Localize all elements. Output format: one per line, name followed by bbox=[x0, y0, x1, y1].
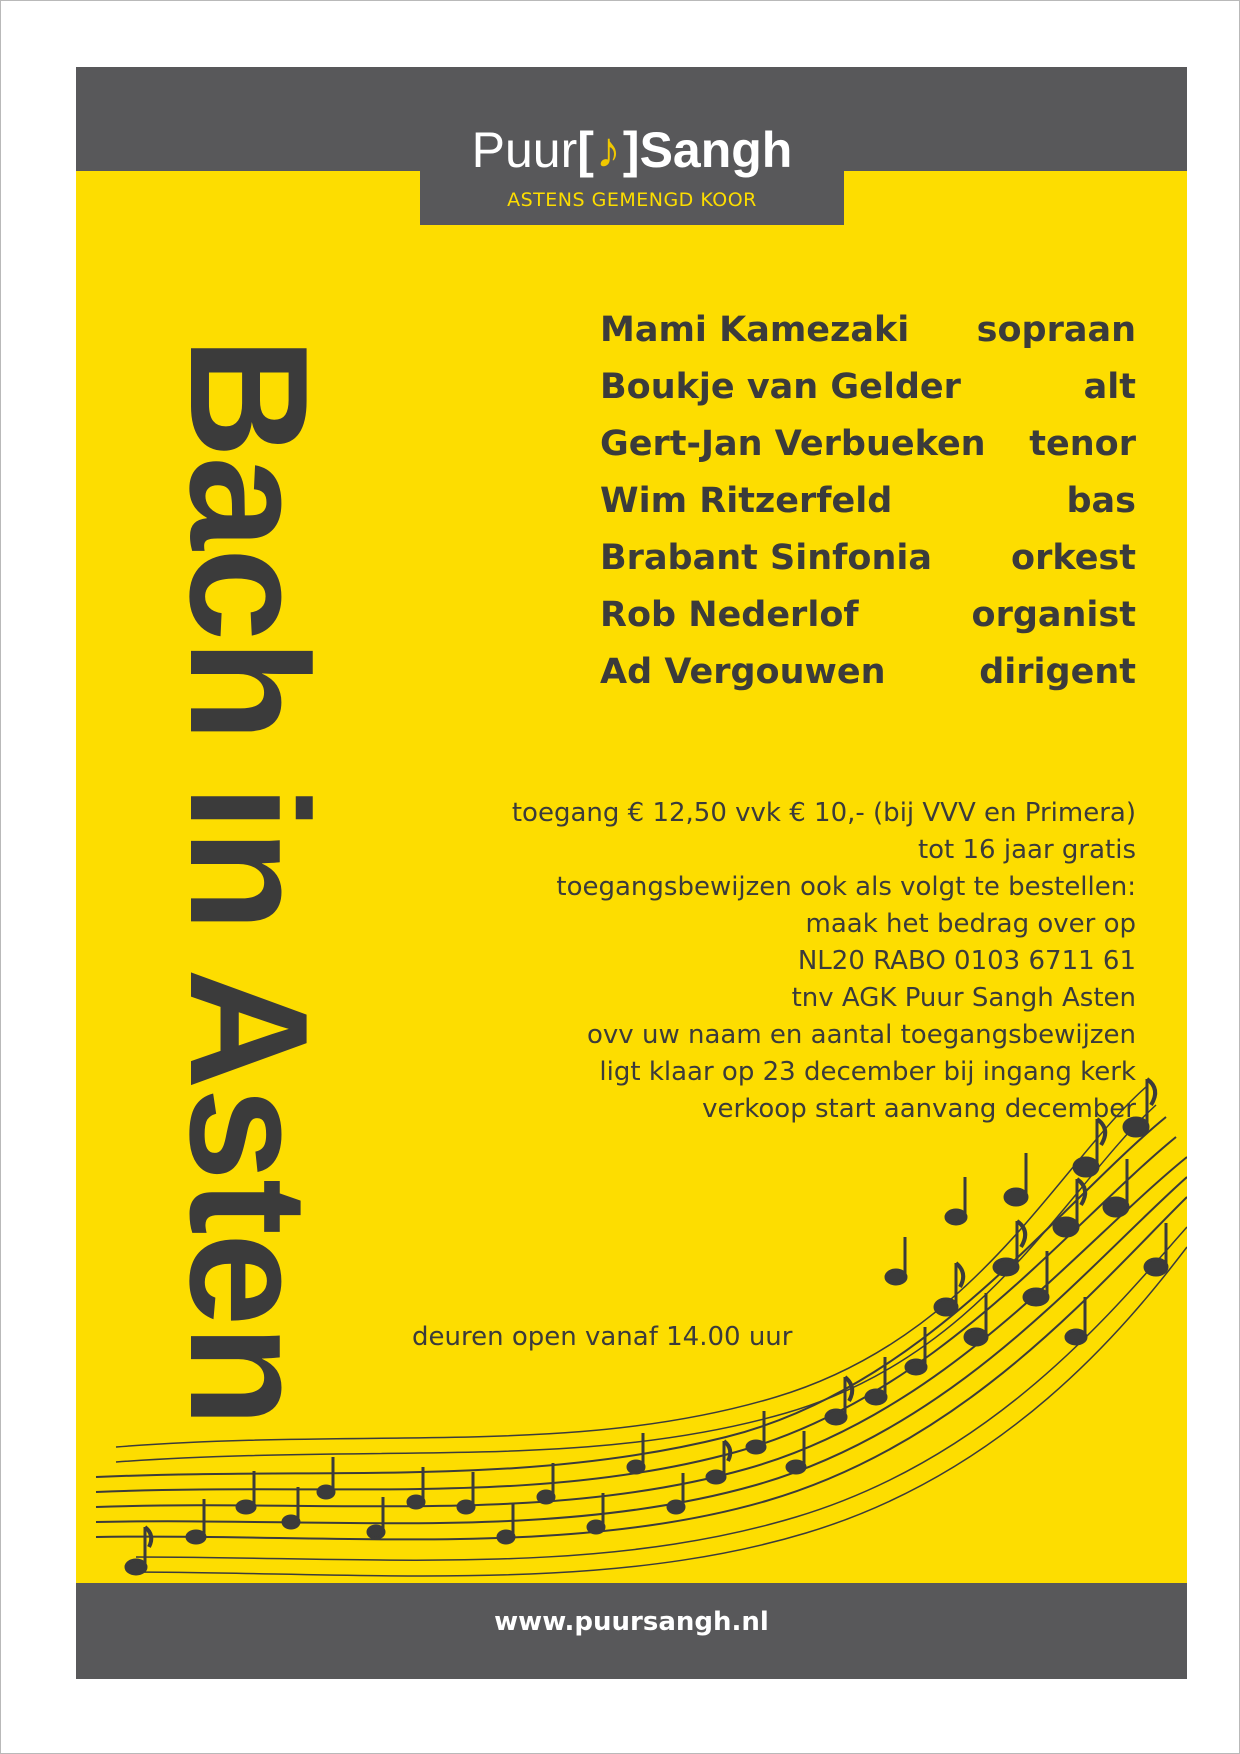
ticket-line-transfer: maak het bedrag over op bbox=[805, 909, 1136, 939]
performer-role: bas bbox=[1066, 481, 1136, 521]
ticket-line-pickup: ligt klaar op 23 december bij ingang kerk bbox=[599, 1057, 1136, 1087]
performer-role: organist bbox=[971, 595, 1136, 635]
cast-row bbox=[600, 587, 1136, 644]
music-note-icon: ♪ bbox=[595, 122, 621, 178]
performer-role: orkest bbox=[1011, 538, 1136, 578]
cast-row bbox=[600, 530, 1136, 587]
performer-role: alt bbox=[1083, 367, 1136, 407]
logo-wordmark bbox=[420, 119, 844, 181]
ticket-line-price: toegang € 12,50 vvk € 10,- (bij VVV en Primera) bbox=[511, 798, 1136, 828]
ticket-info bbox=[376, 795, 1136, 1128]
performer-name: Ad Vergouwen bbox=[600, 652, 886, 692]
logo-name-right: Sangh bbox=[639, 122, 793, 178]
event-title-text: Bach in Asten bbox=[155, 337, 343, 1425]
cast-row bbox=[600, 644, 1136, 701]
performer-name: Boukje van Gelder bbox=[600, 367, 961, 407]
performer-name: Gert-Jan Verbueken bbox=[600, 424, 986, 464]
cast-list bbox=[600, 302, 1136, 701]
performer-role: sopraan bbox=[976, 310, 1136, 350]
performer-name: Brabant Sinfonia bbox=[600, 538, 932, 578]
website-link[interactable]: www.puursangh.nl bbox=[494, 1607, 769, 1637]
ticket-line-sale-start: verkoop start aanvang december bbox=[702, 1094, 1136, 1124]
ticket-line-reference: ovv uw naam en aantal toegangsbewijzen bbox=[587, 1020, 1136, 1050]
cast-row bbox=[600, 473, 1136, 530]
cast-row bbox=[600, 359, 1136, 416]
logo-bracket-left: [ bbox=[577, 122, 594, 178]
ticket-line-iban: NL20 RABO 0103 6711 61 bbox=[797, 946, 1136, 976]
logo-subtitle: ASTENS GEMENGD KOOR bbox=[507, 189, 757, 211]
cast-row bbox=[600, 302, 1136, 359]
performer-name: Rob Nederlof bbox=[600, 595, 859, 635]
doors-open-text: deuren open vanaf 14.00 uur bbox=[412, 1322, 793, 1352]
ticket-line-free: tot 16 jaar gratis bbox=[917, 835, 1136, 865]
ticket-line-order: toegangsbewijzen ook als volgt te bestellen: bbox=[556, 872, 1136, 902]
logo-name-left: Puur bbox=[471, 122, 578, 178]
logo bbox=[420, 109, 844, 225]
performer-name: Wim Ritzerfeld bbox=[600, 481, 893, 521]
performer-name: Mami Kamezaki bbox=[600, 310, 910, 350]
ticket-line-beneficiary: tnv AGK Puur Sangh Asten bbox=[791, 983, 1136, 1013]
event-title bbox=[155, 337, 343, 1517]
cast-row bbox=[600, 416, 1136, 473]
performer-role: tenor bbox=[1029, 424, 1136, 464]
performer-role: dirigent bbox=[979, 652, 1136, 692]
logo-bracket-right: ] bbox=[622, 122, 640, 178]
poster bbox=[76, 67, 1187, 1679]
